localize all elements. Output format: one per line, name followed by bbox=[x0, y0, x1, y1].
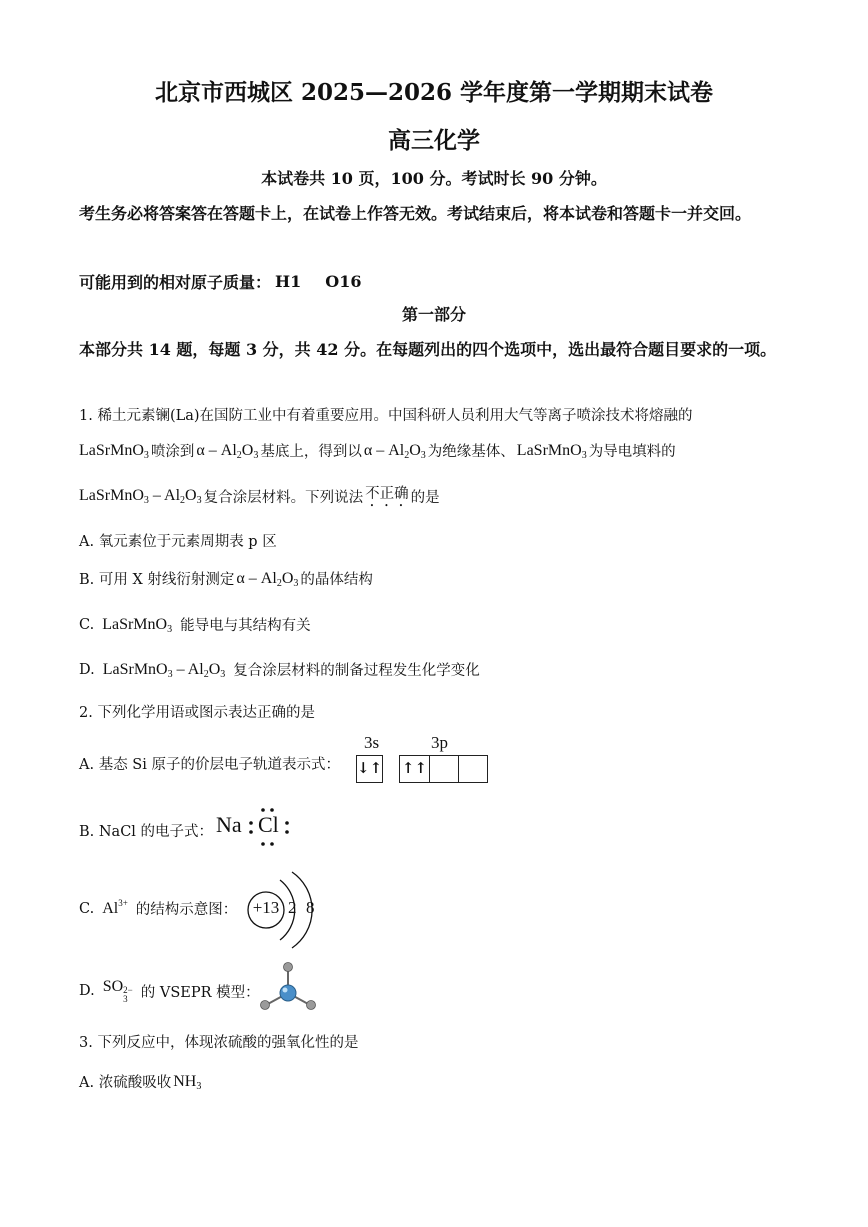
atomic-mass-o: O16 bbox=[325, 272, 362, 291]
formula-lsmo: LaSrMnO$_3$ bbox=[102, 615, 173, 635]
part-instructions: 本部分共 14 题，每题 3 分，共 42 分。在每题列出的四个选项中，选出最符合题目要求的一项。 bbox=[79, 340, 777, 359]
nucleus-charge: +13 bbox=[252, 898, 280, 917]
q2-option-a: A. 基态 Si 原子的价层电子轨道表示式： bbox=[79, 757, 340, 773]
shell-1-electrons: 2 bbox=[288, 898, 297, 917]
q3-option-a: A. 浓硫酸吸收 $NH_3$ bbox=[79, 1072, 202, 1092]
q1-stem-line3 bbox=[79, 482, 440, 510]
vsepr-model-diagram bbox=[256, 960, 318, 1010]
electron-formula-cl: Cl bbox=[258, 812, 279, 837]
q1-text-composite: 复合涂层材料。下列说法 bbox=[203, 489, 364, 506]
subject-title: 高三化学 bbox=[388, 127, 480, 154]
formula-lsmo: LaSrMnO$_3$ bbox=[79, 441, 149, 461]
orbital-label-3s: 3s bbox=[364, 733, 380, 752]
q1-stem-line2 bbox=[79, 440, 676, 461]
atomic-mass-h: H1 bbox=[275, 272, 302, 291]
formula-alpha-al2o3: α – $Al_2O_3$ bbox=[236, 569, 299, 589]
q2-stem: 2. 下列化学用语或图示表达正确的是 bbox=[79, 705, 315, 721]
q1-emphasis: 不正确 bbox=[365, 486, 409, 502]
shell-2-electrons: 8 bbox=[306, 898, 315, 917]
exam-notice: 考生务必将答案答在答题卡上，在试卷上作答无效。考试结束后，将本试卷和答题卡一并交回。 bbox=[79, 204, 752, 223]
orbital-boxes-3p bbox=[399, 755, 488, 783]
q1-text-spray: 喷涂到 bbox=[150, 444, 195, 460]
q1-stem-line1: 1. 稀土元素镧(La)在国防工业中有着重要应用。中国科研人员利用大气等离子喷涂技术将熔融的 bbox=[79, 408, 693, 424]
q2-option-c: C. $Al^{3+}$ 的结构示意图： bbox=[79, 897, 238, 918]
q1-option-b: B. 可用 X 射线衍射测定 α – $Al_2O_3$ 的晶体结构 bbox=[79, 569, 373, 589]
formula-composite: LaSrMnO$_3$ – $Al_2O_3$ bbox=[79, 487, 202, 506]
part-title: 第一部分 bbox=[401, 305, 466, 324]
orbital-box-3p-3 bbox=[459, 756, 487, 782]
atomic-mass-line bbox=[79, 270, 361, 293]
q2-option-b: B. NaCl 的电子式： bbox=[79, 824, 214, 840]
exam-info: 本试卷共 10 页，100 分。考试时长 90 分钟。 bbox=[261, 169, 607, 188]
atomic-mass-label: 可能用到的相对原子质量： bbox=[79, 273, 272, 292]
electron-formula-na: Na bbox=[216, 812, 242, 837]
q3-stem: 3. 下列反应中，体现浓硫酸的强氧化性的是 bbox=[79, 1035, 359, 1051]
formula-composite: LaSrMnO$_3$ – $Al_2O_3$ bbox=[102, 660, 226, 680]
q2-option-d: D. SO 2− 3 的 VSEPR 模型： bbox=[79, 978, 260, 1004]
q1-option-c: C. LaSrMnO$_3$ 能导电与其结构有关 bbox=[79, 615, 311, 635]
q1-text-insul: 为绝缘基体、 bbox=[427, 444, 515, 460]
orbital-label-3p: 3p bbox=[431, 733, 448, 752]
q1-option-a: A. 氧元素位于元素周期表 p 区 bbox=[79, 534, 277, 550]
q1-text-conduct: 为导电填料的 bbox=[588, 444, 676, 460]
formula-alpha-al2o3: α – $Al_2O_3$ bbox=[363, 441, 426, 461]
formula-lsmo: LaSrMnO$_3$ bbox=[516, 441, 587, 461]
formula-alpha-al2o3: α – $Al_2O_3$ bbox=[196, 441, 259, 461]
q1-text-end: 的是 bbox=[410, 489, 440, 506]
orbital-box-3s: ↓↑ bbox=[356, 755, 383, 783]
exam-title: 北京市西城区 2025—2026 学年度第一学期期末试卷 bbox=[154, 79, 714, 106]
orbital-box-3p-1: ↑↑ bbox=[400, 756, 430, 782]
q1-text-substrate: 基底上，得到以 bbox=[260, 444, 362, 460]
orbital-box-3p-2 bbox=[430, 756, 459, 782]
q1-option-d: D. LaSrMnO$_3$ – $Al_2O_3$ 复合涂层材料的制备过程发生化学变化 bbox=[79, 660, 480, 680]
